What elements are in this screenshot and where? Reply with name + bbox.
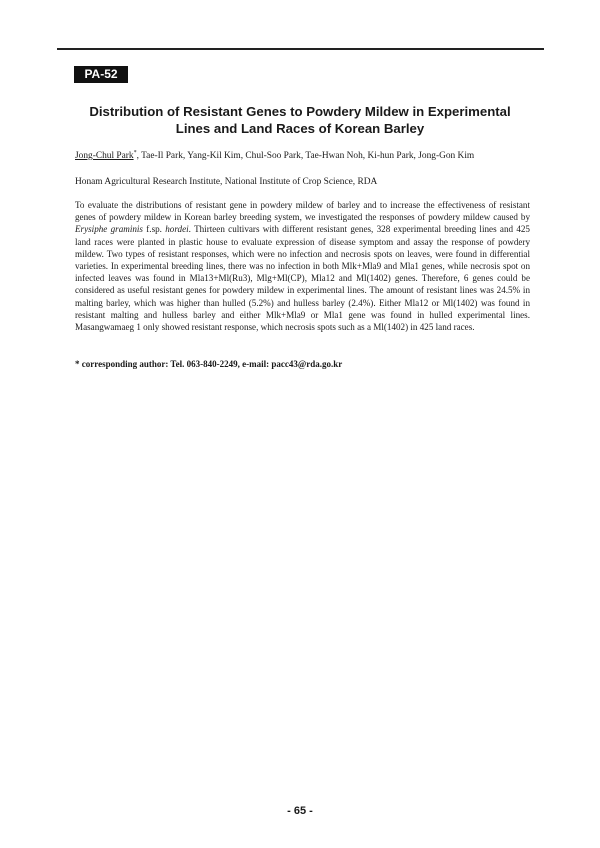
forma-specialis: hordei — [165, 224, 189, 235]
top-rule — [57, 48, 544, 50]
abstract-id-badge: PA-52 — [74, 66, 128, 83]
affiliation: Honam Agricultural Research Institute, National Institute of Crop Science, RDA — [75, 177, 378, 187]
first-author: Jong-Chul Park — [75, 151, 134, 162]
corresponding-mark: * — [133, 150, 137, 156]
author-list — [75, 150, 474, 161]
abstract-text-2: . Thirteen cultivars with different resistant genes, 328 experimental breeding lines and 425 land races were planted in plastic house to evaluate expression of disease symptom and assay the response of powdery mildew. Two types of resistant responses, which were no infection and necrosis spots on leaves, were found in differential varieties. In experimental breeding lines, there was no infection in both Mlk+Mla9 and Mla1 genes, while necrosis spot on infected leaves was found in Mla13+Ml(Ru3), Mlg+Ml(CP), Mla12 and Ml(1402) genes. Therefore, 6 genes could be considered as useful resistant genes for powdery mildew in experimental lines. The amount of resistant lines was 24.5% in malting barley, which was higher than hulled (5.2%) and hulless barley (2.4%). Either Mla12 or Ml(1402) was found in resistant malting and hulless barley and either Mlk+Mla9 or Mla1 gene was found in hulled experimental lines. Masangwamaeg 1 only showed resistant response, which necrosis spots such as a Ml(1402) in 425 land races. — [75, 224, 530, 333]
paper-title: Distribution of Resistant Genes to Powdery Mildew in Experimental Lines and Land Races of Korean Barley — [89, 104, 511, 136]
fsp-label: f.sp. — [142, 224, 166, 235]
co-authors: , Tae-Il Park, Yang-Kil Kim, Chul-Soo Park, Tae-Hwan Noh, Ki-hun Park, Jong-Gon Kim — [136, 151, 475, 162]
abstract-text-1: To evaluate the distributions of resistant gene in powdery mildew of barley and to increase the effectiveness of resistant genes of powdery mildew in Korean barley breeding system, we investigated the responses of powdery mildew caused by — [75, 200, 530, 223]
abstract-body — [75, 199, 530, 333]
corresponding-author: * corresponding author: Tel. 063-840-2249, e-mail: pacc43@rda.go.kr — [75, 359, 343, 369]
page-number: - 65 - — [287, 805, 313, 817]
species-name: Erysiphe graminis — [75, 224, 143, 235]
